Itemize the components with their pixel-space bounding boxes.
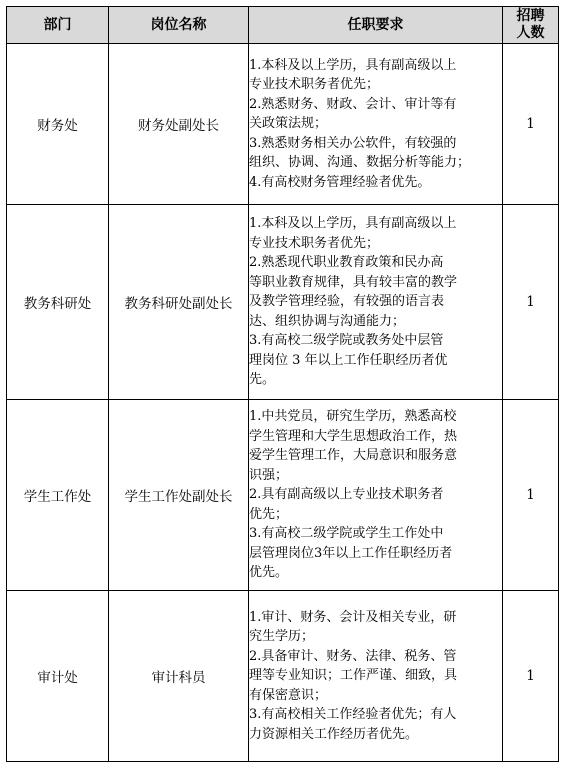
cell-requirements (249, 400, 503, 591)
requirement-line: 层管理岗位3年以上工作任职经历者 (249, 545, 453, 561)
requirement-line: 3.有高校二级学院或学生工作处中 (249, 526, 444, 542)
cell-count: 1 (503, 44, 559, 205)
requirement-line: 关政策法规； (249, 116, 328, 132)
requirement-line: 2.熟悉现代职业教育政策和民办高 (249, 255, 444, 271)
header-count-line2: 人数 (516, 25, 545, 41)
header-count-line1: 招聘 (516, 8, 545, 24)
requirement-line: 专业技术职务者优先； (249, 235, 380, 251)
table-row (7, 591, 559, 762)
requirement-line: 1.本科及以上学历，具有副高级以上 (249, 216, 457, 232)
requirement-line: 3.熟悉财务相关办公软件，有较强的 (249, 135, 457, 151)
requirement-line: 2.熟悉财务、财政、会计、审计等有 (249, 96, 457, 112)
requirement-line: 组织、协调、沟通、数据分析等能力； (249, 155, 471, 171)
cell-position: 财务处副处长 (109, 44, 249, 205)
cell-position: 学生工作处副处长 (109, 400, 249, 591)
header-position: 岗位名称 (109, 7, 249, 44)
cell-department: 财务处 (7, 44, 109, 205)
requirement-line: 理等专业知识；工作严谨、细致，具 (249, 668, 458, 684)
requirement-line: 优先。 (249, 565, 289, 581)
requirement-line: 1.审计、财务、会计及相关专业，研 (249, 609, 457, 625)
requirement-line: 3.有高校相关工作经验者优先；有人 (249, 707, 457, 723)
requirement-line: 优先； (249, 506, 289, 522)
cell-position: 审计科员 (109, 591, 249, 762)
requirement-line: 4.有高校财务管理经验者优先。 (249, 174, 431, 190)
requirement-line: 究生学历； (249, 629, 315, 645)
requirement-line: 爱学生管理工作，大局意识和服务意 (249, 448, 458, 464)
cell-department: 审计处 (7, 591, 109, 762)
header-department: 部门 (7, 7, 109, 44)
requirement-line: 有保密意识； (249, 687, 328, 703)
requirement-line: 1.本科及以上学历，具有副高级以上 (249, 57, 457, 73)
requirement-line: 3.有高校二级学院或教务处中层管 (249, 333, 444, 349)
requirement-line: 先。 (249, 372, 276, 388)
requirement-line: 专业技术职务者优先； (249, 77, 380, 93)
header-count (503, 7, 559, 44)
requirement-line: 1.中共党员，研究生学历，熟悉高校 (249, 409, 457, 425)
requirement-line: 2.具有副高级以上专业技术职务者 (249, 487, 444, 503)
table-row (7, 44, 559, 205)
cell-department: 教务科研处 (7, 205, 109, 400)
recruitment-table (6, 6, 559, 762)
requirement-line: 等职业教育规律，具有较丰富的教学 (249, 274, 458, 290)
requirement-line: 及教学管理经验，有较强的语言表 (249, 294, 445, 310)
requirement-line: 学生管理和大学生思想政治工作，热 (249, 428, 458, 444)
requirement-line: 理岗位 3 年以上工作任职经历者优 (249, 352, 448, 368)
table-row (7, 205, 559, 400)
cell-requirements (249, 44, 503, 205)
requirement-line: 识强； (249, 467, 289, 483)
requirement-line: 达、组织协调与沟通能力； (249, 313, 406, 329)
cell-department: 学生工作处 (7, 400, 109, 591)
requirement-line: 力资源相关工作经历者优先。 (249, 726, 419, 742)
cell-count: 1 (503, 400, 559, 591)
cell-requirements (249, 591, 503, 762)
cell-position: 教务科研处副处长 (109, 205, 249, 400)
header-requirements: 任职要求 (249, 7, 503, 44)
cell-requirements (249, 205, 503, 400)
table-row (7, 400, 559, 591)
cell-count: 1 (503, 591, 559, 762)
table-header-row (7, 7, 559, 44)
cell-count: 1 (503, 205, 559, 400)
requirement-line: 2.具备审计、财务、法律、税务、管 (249, 648, 457, 664)
